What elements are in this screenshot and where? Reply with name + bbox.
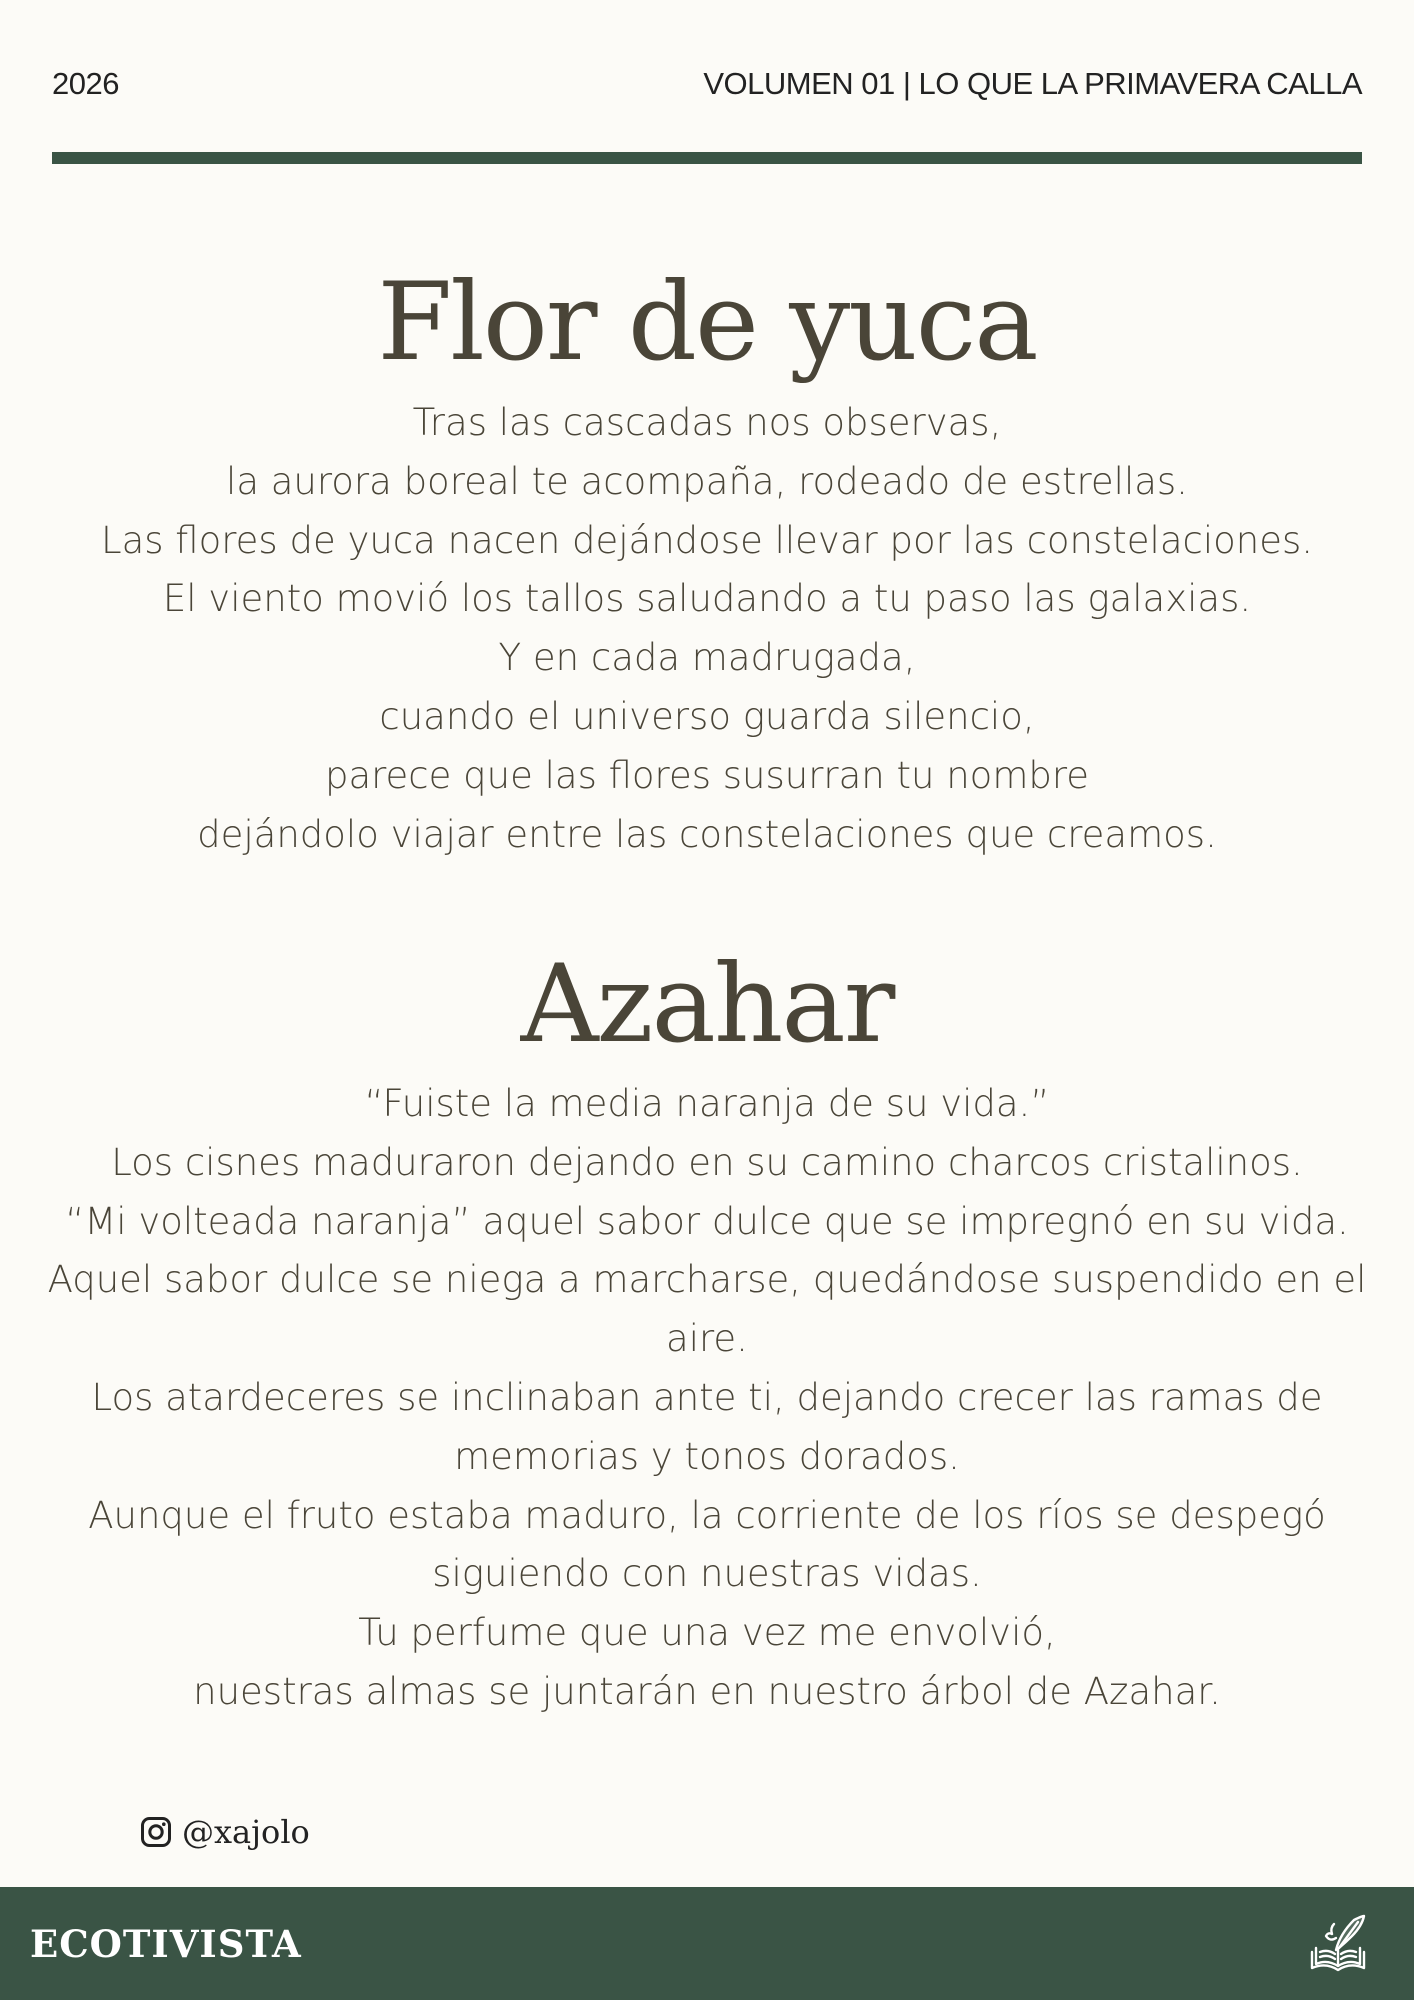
verse-line: Aunque el fruto estaba maduro, la corriente de los ríos se despegó siguiendo con nuestras vidas. — [88, 1493, 1326, 1596]
verse-line: Los cisnes maduraron dejando en su camino charcos cristalinos. — [111, 1140, 1303, 1184]
verse-line: cuando el universo guarda silencio, — [379, 694, 1035, 738]
brand-name: ECOTIVISTA — [30, 1921, 302, 1966]
poem-verses-azahar — [40, 1075, 1374, 1722]
social-handle[interactable] — [140, 1812, 310, 1852]
year-label: 2026 — [52, 66, 119, 101]
verse-line: la aurora boreal te acompaña, rodeado de estrellas. — [226, 459, 1188, 503]
poem-title-azahar: Azahar — [520, 942, 894, 1067]
book-quill-icon — [1306, 1912, 1370, 1976]
verse-line: Tu perfume que una vez me envolvió, — [358, 1611, 1056, 1655]
poem-title-flor-de-yuca: Flor de yuca — [377, 260, 1037, 385]
verse-line: dejándolo viajar entre las constelaciones que creamos. — [197, 812, 1217, 856]
instagram-icon — [140, 1816, 172, 1848]
verse-line: nuestras almas se juntarán en nuestro árbol de Azahar. — [193, 1669, 1221, 1713]
verse-line: “Fuiste la media naranja de su vida.” — [364, 1082, 1050, 1125]
verse-line: Tras las cascadas nos observas, — [412, 401, 1002, 444]
verse-line: parece que las flores susurran tu nombre — [324, 753, 1090, 797]
verse-line: Los atardeceres se inclinaban ante ti, dejando crecer las ramas de memorias y tonos dorados. — [91, 1375, 1323, 1478]
verse-line: Y en cada madrugada, — [498, 636, 916, 680]
verse-line: “Mi volteada naranja” aquel sabor dulce que se impregnó en su vida. — [65, 1199, 1349, 1243]
verse-line: Las flores de yuca nacen dejándose llevar por las constelaciones. — [100, 518, 1314, 562]
verse-line: Aquel sabor dulce se niega a marcharse, quedándose suspendido en el aire. — [47, 1258, 1367, 1361]
header-divider — [52, 152, 1362, 164]
poem-verses-flor-de-yuca — [40, 394, 1374, 864]
volume-label: VOLUMEN 01 | LO QUE LA PRIMAVERA CALLA — [703, 66, 1362, 101]
instagram-handle-label: @xajolo — [182, 1813, 310, 1851]
verse-line: El viento movió los tallos saludando a tu paso las galaxias. — [162, 577, 1252, 621]
page-header — [52, 62, 1362, 106]
page-footer — [0, 1887, 1414, 2000]
